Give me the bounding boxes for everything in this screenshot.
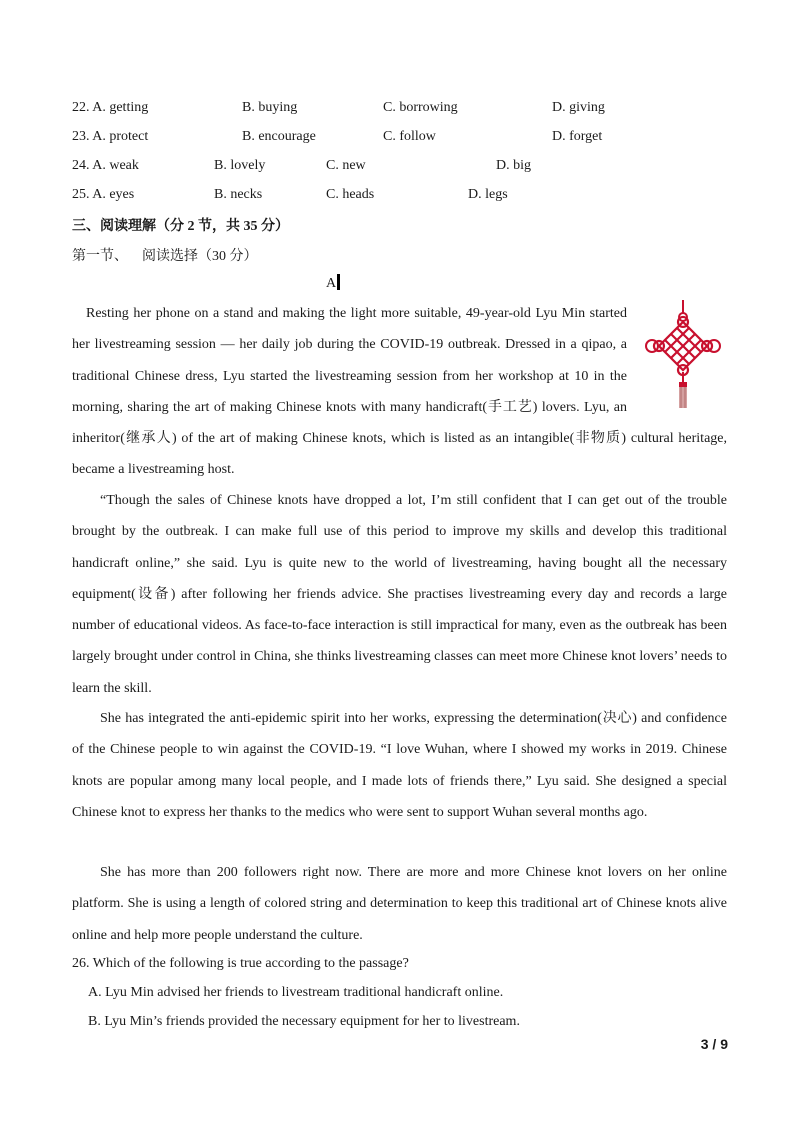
option-23-d: D. forget: [552, 129, 603, 144]
text-cursor: [337, 274, 340, 290]
page-number: 3 / 9: [700, 1036, 728, 1052]
passage-title: A: [326, 274, 340, 292]
paragraph-3: She has integrated the anti-epidemic spirit into her works, expressing the determination(决心) and confidence of the Chinese people to win against the COVID-19. “I love Wuhan, where I showed my works in 2019. Chinese knots are popular among many local people, and I made lots of friends there,” Lyu said. She designed a special Chinese knot to express her thanks to the medics who were sent to support Wuhan several months ago.: [72, 711, 727, 820]
section-heading: 三、阅读理解（分 2 节，共 35 分）: [72, 219, 289, 234]
paragraph-4: She has more than 200 followers right now. There are more and more Chinese knot lovers on her online platform. She is using a length of colored string and determination to keep this traditional art of Chinese knots alive online and help more people understand the culture.: [72, 865, 727, 943]
option-22-d: D. giving: [552, 100, 605, 115]
option-25-d: D. legs: [468, 187, 508, 202]
option-24-a: 24. A. weak: [72, 158, 139, 173]
option-23-c: C. follow: [383, 129, 436, 144]
option-24-d: D. big: [496, 158, 531, 173]
option-25-a: 25. A. eyes: [72, 187, 135, 202]
option-23-a: 23. A. protect: [72, 129, 149, 144]
option-25-b: B. necks: [214, 187, 263, 202]
chinese-knot-icon: [639, 300, 727, 410]
paragraph-1: Resting her phone on a stand and making the light more suitable, 49-year-old Lyu Min started her livestreaming session — her daily job during the COVID-19 outbreak. Dressed in a qipao, a traditional Chinese dress, Lyu started the livestreaming session from her workshop at 10 in the morning, sharing the art of making Chinese knots with many handicraft(手工艺) lovers. Lyu, an inheritor(继承人) of the art of making Chinese knots, which is listed as an intangible(非物质) cultural heritage, became a livestreaming host.: [72, 298, 727, 486]
choice-a: A. Lyu Min advised her friends to livestream traditional handicraft online.: [88, 985, 504, 1000]
option-22-a: 22. A. getting: [72, 100, 149, 115]
paragraph-2: “Though the sales of Chinese knots have dropped a lot, I’m still confident that I can get out of the trouble brought by the outbreak. I can make full use of this period to improve my skills and develop this traditional handicraft online,” she said. Lyu is quite new to the world of livestreaming, having bought all the necessary equipment(设备) after following her friends advice. She practises livestreaming every day and records a large number of educational videos. As face-to-face interaction is still impractical for many, even as the outbreak has been largely brought under control in China, she thinks livestreaming classes can meet more Chinese knot lovers’ needs to learn the skill.: [72, 493, 727, 696]
option-25-c: C. heads: [326, 187, 375, 202]
subsection-heading: 第一节、 阅读选择（30 分）: [72, 249, 258, 264]
option-22-c: C. borrowing: [383, 100, 458, 115]
question-stem: 26. Which of the following is true according to the passage?: [72, 956, 409, 971]
option-23-b: B. encourage: [242, 129, 316, 144]
choice-b: B. Lyu Min’s friends provided the necessary equipment for her to livestream.: [88, 1014, 520, 1029]
option-22-b: B. buying: [242, 100, 298, 115]
option-24-b: B. lovely: [214, 158, 266, 173]
option-24-c: C. new: [326, 158, 366, 173]
